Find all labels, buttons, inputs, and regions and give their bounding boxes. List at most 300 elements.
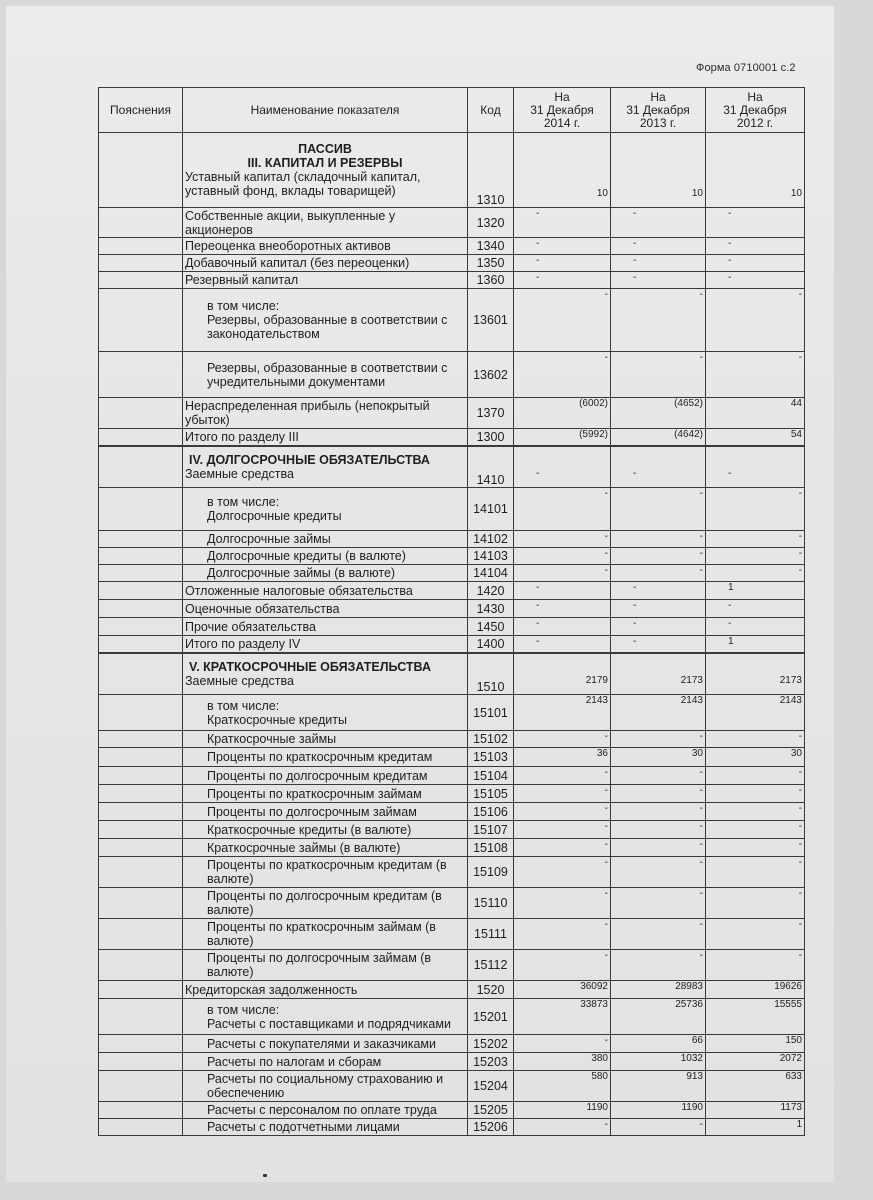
table-row bbox=[99, 821, 805, 839]
value-2014: - bbox=[514, 803, 611, 821]
row-code: 15202 bbox=[468, 1035, 514, 1053]
row-label: Краткосрочные займы bbox=[207, 732, 337, 746]
value-2014: - bbox=[514, 289, 611, 352]
section-heading: III. КАПИТАЛ И РЕЗЕРВЫ bbox=[247, 156, 403, 170]
notes-cell bbox=[99, 785, 183, 803]
value-2012: 15555 bbox=[706, 999, 805, 1035]
value-2013: 66 bbox=[611, 1035, 706, 1053]
including-label: в том числе: bbox=[207, 1002, 280, 1017]
value-2013: - bbox=[611, 238, 706, 255]
row-name bbox=[183, 255, 468, 272]
row-name bbox=[183, 1053, 468, 1071]
row-label: Проценты по долгосрочным займам bbox=[207, 804, 417, 819]
value-2014: 33873 bbox=[514, 999, 611, 1035]
row-code: 15105 bbox=[468, 785, 514, 803]
table-row bbox=[99, 803, 805, 821]
value-2012: - bbox=[706, 488, 805, 531]
value-2014: 36 bbox=[514, 748, 611, 767]
row-name bbox=[183, 839, 468, 857]
notes-cell bbox=[99, 208, 183, 238]
value-2013: - bbox=[611, 548, 706, 565]
row-code: 15103 bbox=[468, 748, 514, 767]
row-label: Оценочные обязательства bbox=[185, 601, 340, 616]
table-row bbox=[99, 272, 805, 289]
value-2013: - bbox=[611, 272, 706, 289]
row-code: 15111 bbox=[468, 919, 514, 950]
notes-cell bbox=[99, 1119, 183, 1136]
row-label: Расчеты с поставщиками и подрядчиками bbox=[207, 1016, 451, 1031]
row-name bbox=[183, 888, 468, 919]
notes-cell bbox=[99, 748, 183, 767]
value-2012: - bbox=[706, 531, 805, 548]
value-2012: 44 bbox=[706, 398, 805, 429]
table-row bbox=[99, 548, 805, 565]
notes-cell bbox=[99, 767, 183, 785]
notes-cell bbox=[99, 531, 183, 548]
row-name bbox=[183, 857, 468, 888]
value-2013: - bbox=[611, 531, 706, 548]
header-col-2012 bbox=[706, 88, 805, 133]
table-row bbox=[99, 1035, 805, 1053]
row-code: 1510 bbox=[468, 653, 514, 695]
value-2012: 2173 bbox=[706, 653, 805, 695]
table-row bbox=[99, 888, 805, 919]
row-label: Краткосрочные кредиты bbox=[207, 712, 347, 727]
notes-cell bbox=[99, 446, 183, 488]
value-2013: - bbox=[611, 731, 706, 748]
value-2014: - bbox=[514, 1119, 611, 1136]
notes-cell bbox=[99, 803, 183, 821]
value-2012: 1173 bbox=[706, 1102, 805, 1119]
row-label: Расчеты по социальному страхованию и обеспечению bbox=[207, 1072, 444, 1100]
document-page bbox=[6, 6, 834, 1182]
including-label: в том числе: bbox=[207, 698, 280, 713]
value-2013: - bbox=[611, 785, 706, 803]
table-row bbox=[99, 1071, 805, 1102]
table-row bbox=[99, 748, 805, 767]
value-2012: - bbox=[706, 857, 805, 888]
row-code: 15110 bbox=[468, 888, 514, 919]
table-row bbox=[99, 695, 805, 731]
row-code: 15201 bbox=[468, 999, 514, 1035]
value-2013: - bbox=[611, 255, 706, 272]
value-2013: - bbox=[611, 488, 706, 531]
value-2013: 2143 bbox=[611, 695, 706, 731]
value-2013: - bbox=[611, 600, 706, 618]
header-col-2013-l3: 2013 г. bbox=[639, 115, 677, 130]
value-2014: 1190 bbox=[514, 1102, 611, 1119]
row-label: Краткосрочные займы (в валюте) bbox=[207, 840, 401, 855]
table-row bbox=[99, 981, 805, 999]
table-row bbox=[99, 565, 805, 582]
row-code: 15204 bbox=[468, 1071, 514, 1102]
table-row bbox=[99, 618, 805, 636]
row-code: 13602 bbox=[468, 352, 514, 398]
row-name bbox=[183, 1035, 468, 1053]
table-row bbox=[99, 785, 805, 803]
table-row bbox=[99, 839, 805, 857]
value-2013: 1190 bbox=[611, 1102, 706, 1119]
row-label: Долгосрочные кредиты (в валюте) bbox=[207, 549, 406, 563]
value-2014: - bbox=[514, 208, 611, 238]
row-code: 1320 bbox=[468, 208, 514, 238]
header-code: Код bbox=[468, 88, 514, 133]
value-2014: - bbox=[514, 731, 611, 748]
notes-cell bbox=[99, 950, 183, 981]
value-2012: - bbox=[706, 352, 805, 398]
table-row bbox=[99, 600, 805, 618]
value-2013: 28983 bbox=[611, 981, 706, 999]
row-label: Резервный капитал bbox=[185, 273, 299, 287]
row-label: Итого по разделу III bbox=[185, 429, 299, 444]
row-label: Проценты по долгосрочным кредитам (в валюте) bbox=[207, 889, 442, 917]
value-2014: 380 bbox=[514, 1053, 611, 1071]
table-row bbox=[99, 636, 805, 653]
row-name bbox=[183, 767, 468, 785]
value-2012: - bbox=[706, 821, 805, 839]
notes-cell bbox=[99, 398, 183, 429]
table-row bbox=[99, 1102, 805, 1119]
value-2014: (6002) bbox=[514, 398, 611, 429]
row-name bbox=[183, 1102, 468, 1119]
notes-cell bbox=[99, 919, 183, 950]
notes-cell bbox=[99, 565, 183, 582]
header-col-2013-l1: На bbox=[650, 89, 666, 104]
row-name bbox=[183, 133, 468, 208]
table-row bbox=[99, 208, 805, 238]
notes-cell bbox=[99, 731, 183, 748]
table-row bbox=[99, 950, 805, 981]
row-label: Проценты по долгосрочным кредитам bbox=[207, 768, 428, 783]
value-2012: - bbox=[706, 208, 805, 238]
row-label: Проценты по краткосрочным займам (в валюте) bbox=[207, 920, 436, 948]
row-label: Уставный капитал (складочный капитал, уставный фонд, вклады товарищей) bbox=[185, 170, 421, 198]
value-2013: - bbox=[611, 888, 706, 919]
row-name bbox=[183, 398, 468, 429]
notes-cell bbox=[99, 1035, 183, 1053]
table-row bbox=[99, 352, 805, 398]
row-code: 15104 bbox=[468, 767, 514, 785]
value-2014: - bbox=[514, 565, 611, 582]
notes-cell bbox=[99, 582, 183, 600]
value-2012: - bbox=[706, 272, 805, 289]
row-label: Заемные средства bbox=[185, 673, 294, 688]
table-row bbox=[99, 767, 805, 785]
header-col-2014-l1: На bbox=[554, 89, 570, 104]
value-2012: - bbox=[706, 548, 805, 565]
row-code: 15109 bbox=[468, 857, 514, 888]
row-name bbox=[183, 565, 468, 582]
notes-cell bbox=[99, 981, 183, 999]
value-2012: - bbox=[706, 600, 805, 618]
value-2013: - bbox=[611, 857, 706, 888]
row-name bbox=[183, 582, 468, 600]
value-2012: - bbox=[706, 803, 805, 821]
value-2012: - bbox=[706, 785, 805, 803]
value-2014: - bbox=[514, 919, 611, 950]
row-name bbox=[183, 600, 468, 618]
row-code: 1450 bbox=[468, 618, 514, 636]
row-name bbox=[183, 548, 468, 565]
value-2014: - bbox=[514, 767, 611, 785]
value-2014: - bbox=[514, 1035, 611, 1053]
value-2012: 10 bbox=[706, 133, 805, 208]
value-2014: - bbox=[514, 618, 611, 636]
scan-speck bbox=[263, 1174, 267, 1177]
value-2013: - bbox=[611, 636, 706, 653]
value-2014: - bbox=[514, 950, 611, 981]
row-code: 1370 bbox=[468, 398, 514, 429]
header-notes: Пояснения bbox=[99, 88, 183, 133]
value-2013: 30 bbox=[611, 748, 706, 767]
value-2014: - bbox=[514, 600, 611, 618]
row-code: 15102 bbox=[468, 731, 514, 748]
value-2014: - bbox=[514, 272, 611, 289]
value-2012: - bbox=[706, 767, 805, 785]
table-row bbox=[99, 582, 805, 600]
header-col-2013 bbox=[611, 88, 706, 133]
row-label: Отложенные налоговые обязательства bbox=[185, 583, 413, 598]
notes-cell bbox=[99, 272, 183, 289]
row-code: 1420 bbox=[468, 582, 514, 600]
notes-cell bbox=[99, 488, 183, 531]
header-col-2014-l3: 2014 г. bbox=[543, 115, 581, 130]
table-row bbox=[99, 1119, 805, 1136]
notes-cell bbox=[99, 839, 183, 857]
row-code: 15112 bbox=[468, 950, 514, 981]
value-2014: 2179 bbox=[514, 653, 611, 695]
notes-cell bbox=[99, 636, 183, 653]
row-code: 1340 bbox=[468, 238, 514, 255]
value-2013: - bbox=[611, 821, 706, 839]
row-code: 14104 bbox=[468, 565, 514, 582]
row-label: Кредиторская задолженность bbox=[185, 982, 358, 997]
row-name bbox=[183, 531, 468, 548]
value-2012: 150 bbox=[706, 1035, 805, 1053]
row-name bbox=[183, 1119, 468, 1136]
row-name bbox=[183, 488, 468, 531]
row-code: 1520 bbox=[468, 981, 514, 999]
value-2013: - bbox=[611, 803, 706, 821]
row-label: Расчеты с подотчетными лицами bbox=[207, 1120, 400, 1134]
value-2012: - bbox=[706, 618, 805, 636]
row-name bbox=[183, 919, 468, 950]
row-code: 15106 bbox=[468, 803, 514, 821]
value-2014: - bbox=[514, 839, 611, 857]
balance-sheet-liabilities-table bbox=[98, 87, 805, 1136]
table-row bbox=[99, 731, 805, 748]
row-code: 1400 bbox=[468, 636, 514, 653]
row-label: Долгосрочные кредиты bbox=[207, 509, 342, 523]
row-label: Расчеты с покупателями и заказчиками bbox=[207, 1036, 436, 1051]
row-label: Долгосрочные займы (в валюте) bbox=[207, 566, 396, 580]
row-name bbox=[183, 748, 468, 767]
value-2012: 30 bbox=[706, 748, 805, 767]
section-heading: ПАССИВ bbox=[298, 142, 352, 156]
value-2014: - bbox=[514, 352, 611, 398]
row-name bbox=[183, 821, 468, 839]
row-code: 15107 bbox=[468, 821, 514, 839]
row-name bbox=[183, 618, 468, 636]
row-code: 15203 bbox=[468, 1053, 514, 1071]
row-code: 15206 bbox=[468, 1119, 514, 1136]
value-2013: (4652) bbox=[611, 398, 706, 429]
value-2014: 10 bbox=[514, 133, 611, 208]
row-code: 1350 bbox=[468, 255, 514, 272]
notes-cell bbox=[99, 857, 183, 888]
row-label: Проценты по краткосрочным кредитам bbox=[207, 750, 433, 764]
table-row bbox=[99, 398, 805, 429]
notes-cell bbox=[99, 238, 183, 255]
table-row bbox=[99, 857, 805, 888]
table-row bbox=[99, 429, 805, 446]
row-name bbox=[183, 1071, 468, 1102]
row-name bbox=[183, 636, 468, 653]
notes-cell bbox=[99, 1102, 183, 1119]
value-2012: 2143 bbox=[706, 695, 805, 731]
value-2013: - bbox=[611, 950, 706, 981]
row-label: Переоценка внеоборотных активов bbox=[185, 239, 391, 253]
value-2012: 633 bbox=[706, 1071, 805, 1102]
value-2012: - bbox=[706, 839, 805, 857]
row-code: 15108 bbox=[468, 839, 514, 857]
value-2012: - bbox=[706, 446, 805, 488]
row-label: Расчеты с персоналом по оплате труда bbox=[207, 1103, 437, 1117]
value-2013: - bbox=[611, 208, 706, 238]
row-name bbox=[183, 785, 468, 803]
header-col-2014 bbox=[514, 88, 611, 133]
header-row bbox=[99, 88, 805, 133]
notes-cell bbox=[99, 695, 183, 731]
table-row bbox=[99, 289, 805, 352]
value-2012: 54 bbox=[706, 429, 805, 446]
row-code: 1430 bbox=[468, 600, 514, 618]
row-label: Собственные акции, выкупленные у акционеров bbox=[185, 208, 396, 237]
value-2012: - bbox=[706, 565, 805, 582]
row-name bbox=[183, 238, 468, 255]
row-name bbox=[183, 352, 468, 398]
row-name bbox=[183, 999, 468, 1035]
header-name: Наименование показателя bbox=[183, 88, 468, 133]
value-2013: - bbox=[611, 352, 706, 398]
value-2013: 10 bbox=[611, 133, 706, 208]
row-name bbox=[183, 429, 468, 446]
value-2012: 2072 bbox=[706, 1053, 805, 1071]
value-2013: - bbox=[611, 289, 706, 352]
row-code: 1310 bbox=[468, 133, 514, 208]
value-2012: - bbox=[706, 289, 805, 352]
table-row bbox=[99, 255, 805, 272]
value-2012: 19626 bbox=[706, 981, 805, 999]
value-2013: 913 bbox=[611, 1071, 706, 1102]
row-code: 14102 bbox=[468, 531, 514, 548]
notes-cell bbox=[99, 429, 183, 446]
value-2013: - bbox=[611, 618, 706, 636]
row-name bbox=[183, 208, 468, 238]
row-name bbox=[183, 950, 468, 981]
header-col-2013-l2: 31 Декабря bbox=[626, 102, 690, 117]
row-name bbox=[183, 446, 468, 488]
value-2012: 1 bbox=[706, 636, 805, 653]
notes-cell bbox=[99, 255, 183, 272]
value-2013: 25736 bbox=[611, 999, 706, 1035]
row-code: 15205 bbox=[468, 1102, 514, 1119]
table-row bbox=[99, 653, 805, 695]
value-2014: - bbox=[514, 446, 611, 488]
value-2014: - bbox=[514, 888, 611, 919]
value-2014: - bbox=[514, 636, 611, 653]
value-2013: - bbox=[611, 582, 706, 600]
notes-cell bbox=[99, 1053, 183, 1071]
table-row bbox=[99, 1053, 805, 1071]
value-2014: - bbox=[514, 488, 611, 531]
row-label: Расчеты по налогам и сборам bbox=[207, 1054, 382, 1069]
row-code: 14103 bbox=[468, 548, 514, 565]
including-label: в том числе: bbox=[207, 299, 280, 313]
notes-cell bbox=[99, 133, 183, 208]
value-2014: (5992) bbox=[514, 429, 611, 446]
header-col-2012-l1: На bbox=[747, 89, 763, 104]
value-2013: (4642) bbox=[611, 429, 706, 446]
value-2012: - bbox=[706, 731, 805, 748]
table-row bbox=[99, 446, 805, 488]
row-label: Заемные средства bbox=[185, 466, 294, 481]
row-label: Резервы, образованные в соответствии с учредительными документами bbox=[207, 360, 448, 389]
header-col-2012-l2: 31 Декабря bbox=[723, 102, 787, 117]
value-2014: 580 bbox=[514, 1071, 611, 1102]
value-2013: - bbox=[611, 446, 706, 488]
row-name bbox=[183, 803, 468, 821]
value-2013: - bbox=[611, 919, 706, 950]
row-label: Нераспределенная прибыль (непокрытый убыток) bbox=[185, 399, 430, 427]
value-2012: - bbox=[706, 888, 805, 919]
value-2013: - bbox=[611, 839, 706, 857]
header-col-2014-l2: 31 Декабря bbox=[530, 102, 594, 117]
including-label: в том числе: bbox=[207, 495, 280, 509]
table-row bbox=[99, 238, 805, 255]
row-label: Итого по разделу IV bbox=[185, 636, 301, 651]
header-col-2012-l3: 2012 г. bbox=[736, 115, 774, 130]
table-row bbox=[99, 919, 805, 950]
row-code: 13601 bbox=[468, 289, 514, 352]
section-heading: IV. ДОЛГОСРОЧНЫЕ ОБЯЗАТЕЛЬСТВА bbox=[189, 452, 430, 467]
value-2014: - bbox=[514, 531, 611, 548]
row-name bbox=[183, 272, 468, 289]
row-name bbox=[183, 731, 468, 748]
table-row bbox=[99, 531, 805, 548]
row-code: 1410 bbox=[468, 446, 514, 488]
value-2012: 1 bbox=[706, 582, 805, 600]
notes-cell bbox=[99, 618, 183, 636]
row-label: Проценты по краткосрочным займам bbox=[207, 786, 422, 801]
value-2014: 2143 bbox=[514, 695, 611, 731]
row-code: 15101 bbox=[468, 695, 514, 731]
value-2012: 1 bbox=[706, 1119, 805, 1136]
row-name bbox=[183, 289, 468, 352]
row-code: 1300 bbox=[468, 429, 514, 446]
row-label: Проценты по долгосрочным займам (в валюте) bbox=[207, 951, 432, 979]
row-label: Краткосрочные кредиты (в валюте) bbox=[207, 822, 412, 837]
row-code: 14101 bbox=[468, 488, 514, 531]
row-label: Долгосрочные займы bbox=[207, 532, 331, 546]
value-2013: - bbox=[611, 767, 706, 785]
value-2014: - bbox=[514, 255, 611, 272]
notes-cell bbox=[99, 1071, 183, 1102]
value-2014: - bbox=[514, 548, 611, 565]
value-2012: - bbox=[706, 950, 805, 981]
row-name bbox=[183, 695, 468, 731]
notes-cell bbox=[99, 653, 183, 695]
